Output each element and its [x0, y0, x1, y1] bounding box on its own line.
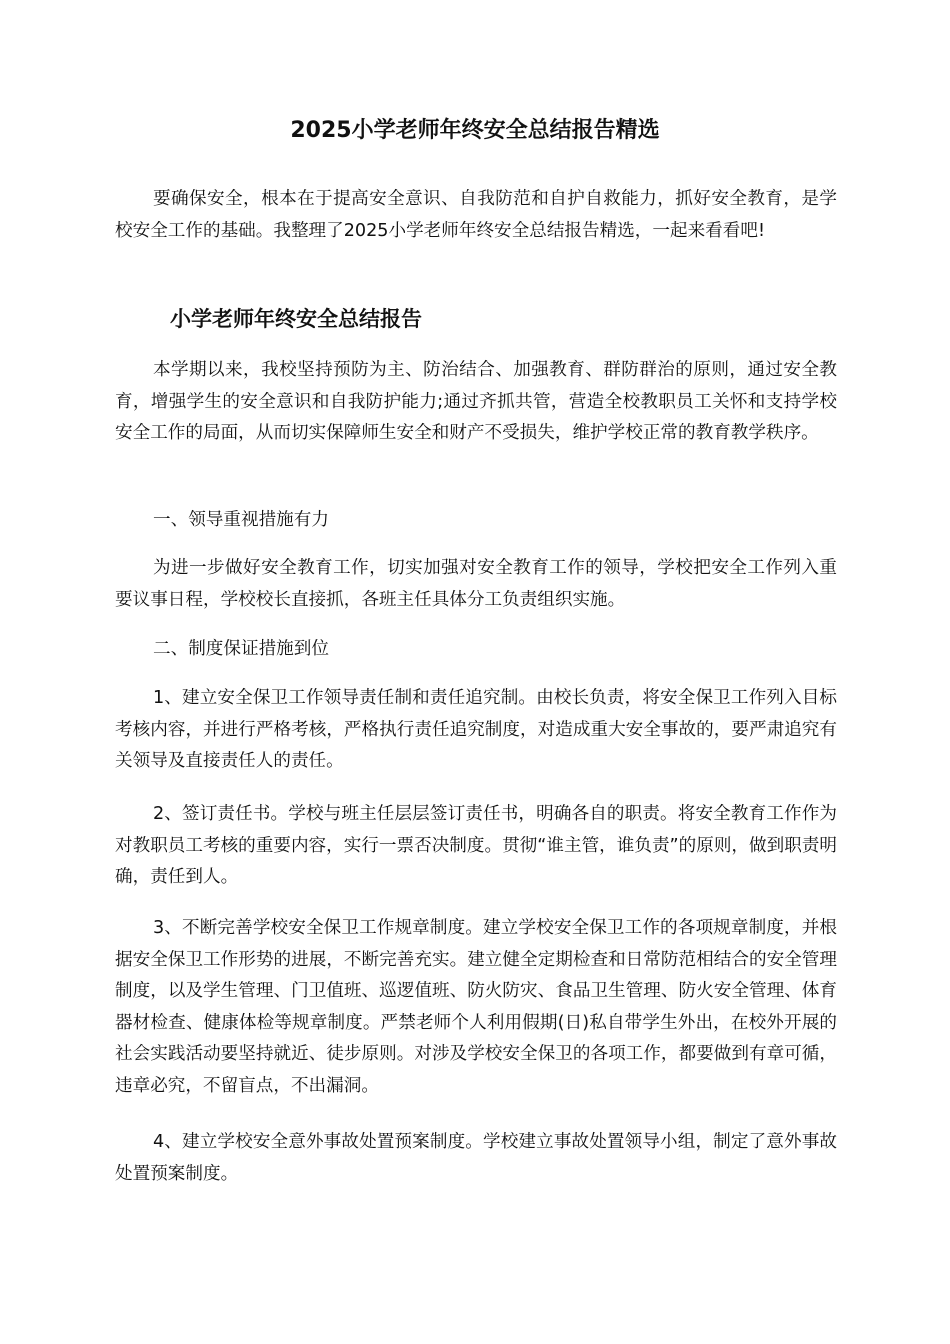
document-title: 2025小学老师年终安全总结报告精选: [290, 118, 660, 143]
section-heading-system: 二、制度保证措施到位: [153, 639, 329, 659]
paragraph-overview: 本学期以来，我校坚持预防为主、防治结合、加强教育、群防群治的原则，通过安全教育，增强学生的安全意识和自我防护能力;通过齐抓共管，营造全校教职员工关怀和支持学校安全工作的局面，从而切实保障师生安全和财产不受损失，维护学校正常的教育教学秩序。: [115, 360, 837, 443]
paragraph-rules-improvement: 3、不断完善学校安全保卫工作规章制度。建立学校安全保卫工作的各项规章制度，并根据安全保卫工作形势的进展，不断完善充实。建立健全定期检查和日常防范相结合的安全管理制度，以及学生管理、门卫值班、巡逻值班、防火防灾、食品卫生管理、防火安全管理、体育器材检查、健康体检等规章制度。严禁老师个人利用假期(日)私自带学生外出，在校外开展的社会实践活动要坚持就近、徒步原则。对涉及学校安全保卫的各项工作，都要做到有章可循，违章必究，不留盲点，不出漏洞。: [115, 918, 837, 1096]
section-subtitle: 小学老师年终安全总结报告: [170, 307, 422, 331]
paragraph-emergency-plan: 4、建立学校安全意外事故处置预案制度。学校建立事故处置领导小组，制定了意外事故处置预案制度。: [115, 1132, 837, 1184]
section-heading-leadership: 一、领导重视措施有力: [153, 510, 329, 530]
paragraph-leadership: 为进一步做好安全教育工作，切实加强对安全教育工作的领导，学校把安全工作列入重要议事日程，学校校长直接抓，各班主任具体分工负责组织实施。: [115, 558, 837, 610]
intro-paragraph: 要确保安全，根本在于提高安全意识、自我防范和自护自救能力，抓好安全教育，是学校安全工作的基础。我整理了2025小学老师年终安全总结报告精选，一起来看看吧!: [115, 189, 837, 241]
paragraph-responsibility-system: 1、建立安全保卫工作领导责任制和责任追究制。由校长负责，将安全保卫工作列入目标考核内容，并进行严格考核，严格执行责任追究制度，对造成重大安全事故的，要严肃追究有关领导及直接责任人的责任。: [115, 688, 837, 771]
paragraph-responsibility-letter: 2、签订责任书。学校与班主任层层签订责任书，明确各自的职责。将安全教育工作作为对教职员工考核的重要内容，实行一票否决制度。贯彻“谁主管，谁负责”的原则，做到职责明确，责任到人。: [115, 804, 837, 887]
